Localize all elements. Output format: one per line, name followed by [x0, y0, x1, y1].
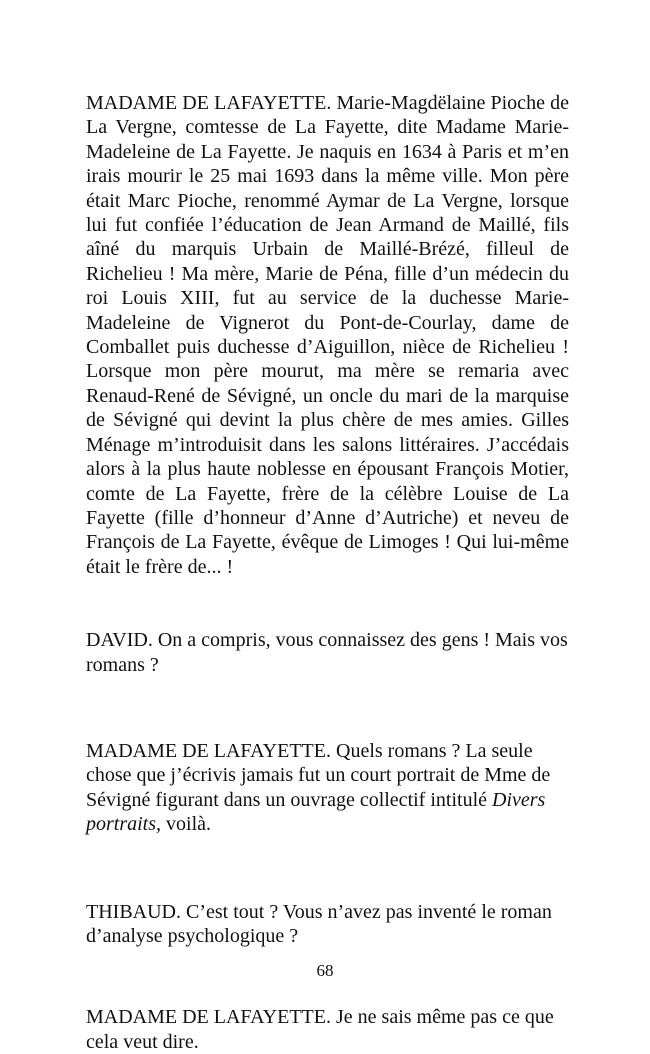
dialogue-text: Je ne sais même pas ce que cela veut dire. [86, 1006, 554, 1053]
dialogue-paragraph-david [86, 628, 569, 677]
book-title: Divers portraits, [86, 788, 546, 836]
speaker-name: THIBAUD. [86, 900, 181, 923]
dialogue-paragraph-lafayette-reply [86, 1005, 569, 1054]
speaker-name: MADAME DE LAFAYETTE. [86, 1006, 331, 1029]
dialogue-text: C’est tout ? Vous n’avez pas inventé le roman d’analyse psychologique ? [86, 900, 552, 947]
dialogue-text: Quels romans ? La seule chose que j’écrivis jamais fut un court portrait de Mme de Sévigné figurant dans un ouvrage collectif intitulé [86, 739, 551, 811]
dialogue-text: On a compris, vous connaissez des gens ! Mais vos romans ? [86, 629, 568, 676]
dialogue-paragraph-lafayette-romans [86, 739, 569, 837]
page-body [86, 91, 569, 1054]
speaker-name: DAVID. [86, 629, 153, 652]
speaker-name: MADAME DE LAFAYETTE. [86, 92, 332, 114]
dialogue-text: voilà. [166, 813, 212, 836]
speaker-name: MADAME DE LAFAYETTE. [86, 739, 331, 762]
page-number: 68 [316, 961, 334, 980]
dialogue-text: Marie-Magdëlaine Pioche de La Vergne, comtesse de La Fayette, dite Madame Marie-Madeleine de La Fayette. Je naquis en 1634 à Paris et m’en irais mourir le 25 mai 1693 dans la même ville. Mon père était Marc Pioche, renommé Aymar de La Vergne, lorsque lui fut confiée l’éducation de Jean Armand de Maillé, fils aîné du marquis Urbain de Maillé-Brézé, filleul de Richelieu ! Ma mère, Marie de Péna, fille d’un médecin du roi Louis XIII, fut au service de la duchesse Marie-Madeleine de Vignerot du Pont-de-Courlay, dame de Comballet puis duchesse d’Aiguillon, nièce de Richelieu ! Lorsque mon père mourut, ma mère se remaria avec Renaud-René de Sévigné, un oncle du mari de la marquise de Sévigné qui devint la plus chère de mes amies. Gilles Ménage m’introduisit dans les salons littéraires. J’accédais alors à la plus haute noblesse en épousant François Motier, comte de La Fayette, frère de la célèbre Louise de La Fayette (fille d’honneur d’Anne d’Autriche) et neveu de François de La Fayette, évêque de Limoges ! Qui lui-même était le frère de... ! [86, 92, 569, 578]
dialogue-paragraph-lafayette-intro [86, 91, 569, 579]
dialogue-paragraph-thibaud [86, 900, 569, 949]
